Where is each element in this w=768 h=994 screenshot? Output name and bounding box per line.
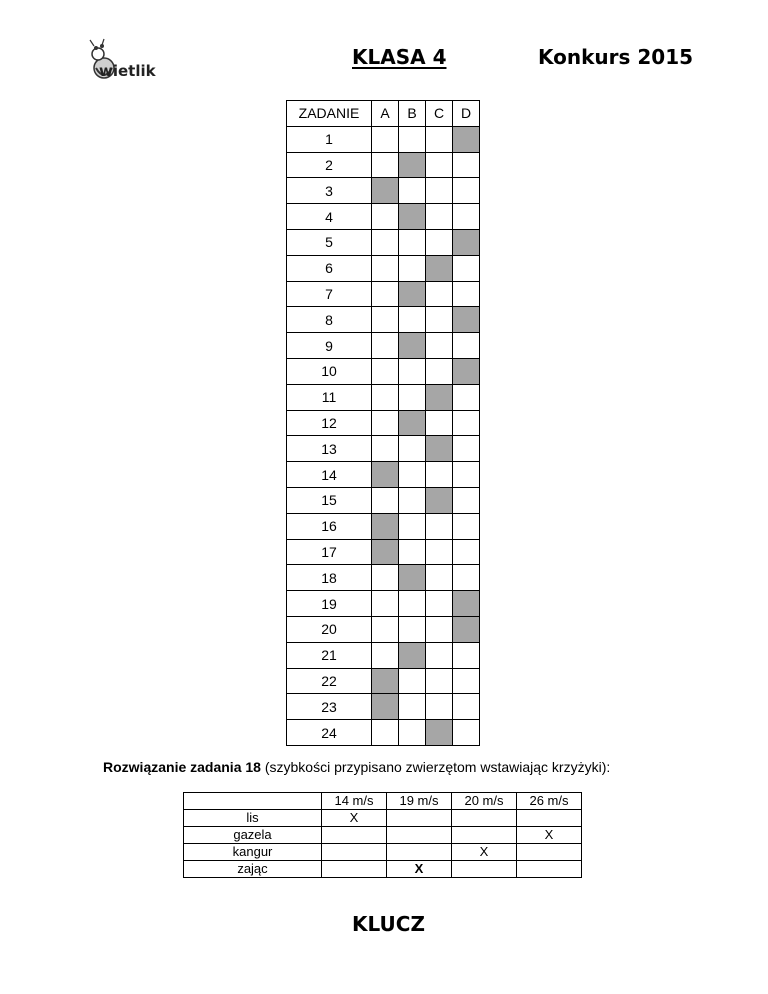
answer-cell bbox=[426, 513, 453, 539]
answer-cell bbox=[453, 694, 480, 720]
answer-cell bbox=[372, 358, 399, 384]
mark-cell: X bbox=[452, 844, 517, 861]
answer-cell bbox=[372, 487, 399, 513]
answer-cell bbox=[399, 694, 426, 720]
empty-cell bbox=[452, 810, 517, 827]
header-speed: 19 m/s bbox=[387, 793, 452, 810]
answer-cell bbox=[426, 333, 453, 359]
answer-cell bbox=[426, 694, 453, 720]
answer-row bbox=[287, 462, 480, 488]
answer-cell bbox=[453, 642, 480, 668]
task-number: 17 bbox=[287, 539, 372, 565]
answer-cell bbox=[372, 229, 399, 255]
answer-row bbox=[287, 255, 480, 281]
correct-answer-cell bbox=[453, 307, 480, 333]
answer-cell bbox=[426, 410, 453, 436]
logo-text: wietlik bbox=[99, 62, 156, 80]
answer-row bbox=[287, 204, 480, 230]
answer-row bbox=[287, 307, 480, 333]
task-number: 11 bbox=[287, 384, 372, 410]
answer-row bbox=[287, 668, 480, 694]
empty-cell bbox=[387, 827, 452, 844]
answer-cell bbox=[453, 255, 480, 281]
solution-caption bbox=[103, 759, 610, 775]
answer-row bbox=[287, 281, 480, 307]
speed-row bbox=[184, 844, 582, 861]
correct-answer-cell bbox=[453, 229, 480, 255]
answer-cell bbox=[372, 281, 399, 307]
correct-answer-cell bbox=[426, 384, 453, 410]
task-number: 7 bbox=[287, 281, 372, 307]
empty-cell bbox=[322, 861, 387, 878]
speed-row bbox=[184, 810, 582, 827]
answer-cell bbox=[372, 616, 399, 642]
answer-cell bbox=[399, 513, 426, 539]
correct-answer-cell bbox=[399, 565, 426, 591]
task-number: 8 bbox=[287, 307, 372, 333]
empty-cell bbox=[517, 861, 582, 878]
class-title: KLASA 4 bbox=[352, 45, 447, 69]
answer-cell bbox=[426, 126, 453, 152]
correct-answer-cell bbox=[399, 410, 426, 436]
task-number: 6 bbox=[287, 255, 372, 281]
correct-answer-cell bbox=[372, 539, 399, 565]
answer-row bbox=[287, 513, 480, 539]
answer-row bbox=[287, 694, 480, 720]
solution-caption-rest: (szybkości przypisano zwierzętom wstawiając krzyżyki): bbox=[260, 759, 611, 775]
correct-answer-cell bbox=[372, 694, 399, 720]
answer-cell bbox=[426, 152, 453, 178]
answer-cell bbox=[372, 436, 399, 462]
answer-row bbox=[287, 487, 480, 513]
answer-cell bbox=[453, 384, 480, 410]
answer-cell bbox=[399, 720, 426, 746]
header-option-a: A bbox=[372, 101, 399, 127]
answer-row bbox=[287, 358, 480, 384]
answer-cell bbox=[372, 384, 399, 410]
answer-cell bbox=[399, 307, 426, 333]
mark-cell: X bbox=[387, 861, 452, 878]
answer-row bbox=[287, 642, 480, 668]
answer-row bbox=[287, 229, 480, 255]
answer-cell bbox=[399, 255, 426, 281]
answer-cell bbox=[372, 565, 399, 591]
task-number: 15 bbox=[287, 487, 372, 513]
answer-cell bbox=[453, 333, 480, 359]
animal-name: kangur bbox=[184, 844, 322, 861]
animal-name: lis bbox=[184, 810, 322, 827]
answer-cell bbox=[453, 281, 480, 307]
answer-cell bbox=[399, 436, 426, 462]
task-number: 20 bbox=[287, 616, 372, 642]
correct-answer-cell bbox=[426, 720, 453, 746]
answer-cell bbox=[399, 487, 426, 513]
task-number: 12 bbox=[287, 410, 372, 436]
correct-answer-cell bbox=[453, 126, 480, 152]
answer-cell bbox=[372, 333, 399, 359]
answer-cell bbox=[426, 591, 453, 617]
answer-cell bbox=[399, 384, 426, 410]
answer-key-table bbox=[286, 100, 480, 746]
answer-cell bbox=[372, 410, 399, 436]
header-blank bbox=[184, 793, 322, 810]
correct-answer-cell bbox=[426, 436, 453, 462]
task-number: 16 bbox=[287, 513, 372, 539]
correct-answer-cell bbox=[453, 358, 480, 384]
header-speed: 20 m/s bbox=[452, 793, 517, 810]
task-number: 3 bbox=[287, 178, 372, 204]
answer-cell bbox=[426, 462, 453, 488]
correct-answer-cell bbox=[372, 462, 399, 488]
header-option-b: B bbox=[399, 101, 426, 127]
header-option-c: C bbox=[426, 101, 453, 127]
speed-row bbox=[184, 861, 582, 878]
answer-cell bbox=[372, 720, 399, 746]
answer-row bbox=[287, 616, 480, 642]
contest-title: Konkurs 2015 bbox=[538, 45, 694, 69]
answer-cell bbox=[372, 255, 399, 281]
task-number: 14 bbox=[287, 462, 372, 488]
task-number: 5 bbox=[287, 229, 372, 255]
answer-row bbox=[287, 333, 480, 359]
answer-row bbox=[287, 436, 480, 462]
answer-cell bbox=[399, 616, 426, 642]
answer-cell bbox=[453, 513, 480, 539]
correct-answer-cell bbox=[399, 281, 426, 307]
answer-cell bbox=[372, 642, 399, 668]
answer-cell bbox=[426, 229, 453, 255]
answer-cell bbox=[399, 462, 426, 488]
answer-cell bbox=[453, 487, 480, 513]
header-speed: 14 m/s bbox=[322, 793, 387, 810]
answer-cell bbox=[453, 668, 480, 694]
answer-cell bbox=[399, 126, 426, 152]
task-number: 21 bbox=[287, 642, 372, 668]
answer-cell bbox=[453, 410, 480, 436]
animal-name: zając bbox=[184, 861, 322, 878]
empty-cell bbox=[322, 827, 387, 844]
answer-cell bbox=[372, 152, 399, 178]
empty-cell bbox=[322, 844, 387, 861]
empty-cell bbox=[452, 827, 517, 844]
speed-assignment-table bbox=[183, 792, 582, 878]
answer-cell bbox=[426, 281, 453, 307]
answer-cell bbox=[426, 668, 453, 694]
answer-cell bbox=[426, 565, 453, 591]
answer-cell bbox=[399, 229, 426, 255]
answer-cell bbox=[372, 307, 399, 333]
animal-name: gazela bbox=[184, 827, 322, 844]
answer-cell bbox=[426, 307, 453, 333]
solution-caption-bold: Rozwiązanie zadania 18 bbox=[103, 759, 261, 775]
answer-cell bbox=[426, 642, 453, 668]
answer-cell bbox=[453, 539, 480, 565]
empty-cell bbox=[452, 861, 517, 878]
answer-cell bbox=[453, 462, 480, 488]
answer-table-header bbox=[287, 101, 480, 127]
answer-cell bbox=[426, 539, 453, 565]
empty-cell bbox=[517, 844, 582, 861]
empty-cell bbox=[387, 844, 452, 861]
answer-row bbox=[287, 539, 480, 565]
speed-table-header bbox=[184, 793, 582, 810]
answer-cell bbox=[399, 178, 426, 204]
correct-answer-cell bbox=[426, 255, 453, 281]
correct-answer-cell bbox=[426, 487, 453, 513]
answer-cell bbox=[372, 591, 399, 617]
header-speed: 26 m/s bbox=[517, 793, 582, 810]
answer-cell bbox=[426, 178, 453, 204]
task-number: 4 bbox=[287, 204, 372, 230]
mark-cell: X bbox=[322, 810, 387, 827]
header-option-d: D bbox=[453, 101, 480, 127]
answer-key-label: KLUCZ bbox=[352, 912, 425, 936]
answer-cell bbox=[372, 126, 399, 152]
answer-cell bbox=[453, 720, 480, 746]
answer-cell bbox=[399, 591, 426, 617]
empty-cell bbox=[517, 810, 582, 827]
answer-cell bbox=[399, 539, 426, 565]
correct-answer-cell bbox=[453, 591, 480, 617]
answer-cell bbox=[399, 668, 426, 694]
correct-answer-cell bbox=[399, 333, 426, 359]
mark-cell: X bbox=[517, 827, 582, 844]
answer-row bbox=[287, 126, 480, 152]
header-task: ZADANIE bbox=[287, 101, 372, 127]
answer-row bbox=[287, 178, 480, 204]
answer-cell bbox=[453, 178, 480, 204]
correct-answer-cell bbox=[372, 668, 399, 694]
task-number: 24 bbox=[287, 720, 372, 746]
empty-cell bbox=[387, 810, 452, 827]
task-number: 18 bbox=[287, 565, 372, 591]
answer-cell bbox=[426, 204, 453, 230]
answer-row bbox=[287, 591, 480, 617]
task-number: 13 bbox=[287, 436, 372, 462]
task-number: 1 bbox=[287, 126, 372, 152]
correct-answer-cell bbox=[372, 178, 399, 204]
task-number: 10 bbox=[287, 358, 372, 384]
speed-row bbox=[184, 827, 582, 844]
correct-answer-cell bbox=[453, 616, 480, 642]
answer-cell bbox=[453, 436, 480, 462]
task-number: 22 bbox=[287, 668, 372, 694]
answer-cell bbox=[426, 616, 453, 642]
answer-row bbox=[287, 720, 480, 746]
correct-answer-cell bbox=[399, 642, 426, 668]
answer-row bbox=[287, 565, 480, 591]
answer-row bbox=[287, 410, 480, 436]
task-number: 23 bbox=[287, 694, 372, 720]
task-number: 9 bbox=[287, 333, 372, 359]
answer-cell bbox=[372, 204, 399, 230]
answer-cell bbox=[453, 565, 480, 591]
correct-answer-cell bbox=[372, 513, 399, 539]
answer-cell bbox=[453, 152, 480, 178]
answer-cell bbox=[426, 358, 453, 384]
answer-row bbox=[287, 152, 480, 178]
task-number: 2 bbox=[287, 152, 372, 178]
task-number: 19 bbox=[287, 591, 372, 617]
answer-cell bbox=[399, 358, 426, 384]
answer-cell bbox=[453, 204, 480, 230]
answer-row bbox=[287, 384, 480, 410]
swietlik-logo bbox=[84, 38, 174, 88]
correct-answer-cell bbox=[399, 204, 426, 230]
correct-answer-cell bbox=[399, 152, 426, 178]
